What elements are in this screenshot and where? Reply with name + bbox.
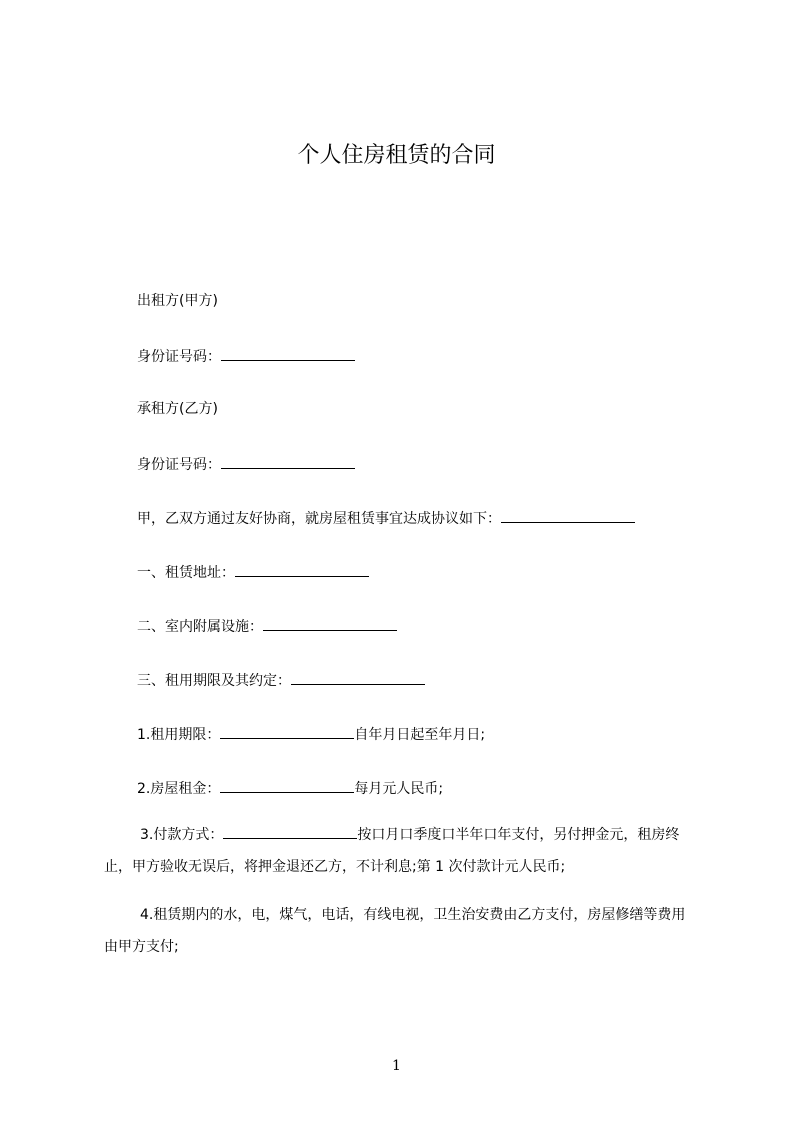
lessee-id-label: 身份证号码： (137, 457, 221, 473)
item-4-text: 4.租赁期内的水，电，煤气，电话，有线电视，卫生治安费由乙方支付，房屋修缮等费用由甲方支付; (104, 907, 686, 955)
item-1-label: 1.租用期限： (137, 727, 221, 743)
lessor-line (137, 291, 218, 311)
rent-blank[interactable] (220, 777, 354, 793)
agreement-intro-blank[interactable] (501, 507, 635, 523)
agreement-intro-text: 甲，乙双方通过友好协商，就房屋租赁事宜达成协议如下： (137, 511, 501, 527)
item-3-label: 3.付款方式： (140, 827, 224, 843)
lessee-line (137, 399, 218, 419)
lessor-id-line (137, 345, 355, 367)
item-4-paragraph (104, 899, 694, 963)
term-agreement-blank[interactable] (291, 669, 425, 685)
item-2-suffix: 每月元人民币; (354, 781, 444, 797)
item-2-label: 2.房屋租金： (137, 781, 221, 797)
item-3-paragraph (104, 819, 694, 883)
facilities-blank[interactable] (263, 615, 397, 631)
lessor-id-blank[interactable] (221, 345, 355, 361)
section-3-line (137, 669, 425, 691)
document-title: 个人住房租赁的合同 (297, 143, 496, 168)
section-2-label: 二、室内附属设施： (137, 619, 263, 635)
agreement-intro-line (137, 507, 635, 529)
item-3-suffix: 按口月口季度口半年口年支付，另付押金元，租房终止，甲方验收无误后，将押金退还乙方，不计利息;第 1 次付款计元人民币; (104, 827, 680, 875)
lessee-label: 承租方(乙方) (137, 401, 218, 417)
section-2-line (137, 615, 397, 637)
payment-method-blank[interactable] (223, 823, 357, 839)
lessee-id-blank[interactable] (221, 453, 355, 469)
item-2-line (137, 777, 443, 799)
lessor-label: 出租方(甲方) (137, 293, 218, 309)
item-1-line (137, 723, 485, 745)
section-1-line (137, 561, 369, 583)
section-1-label: 一、租赁地址： (137, 565, 235, 581)
lessor-id-label: 身份证号码： (137, 349, 221, 365)
item-1-suffix: 自年月日起至年月日; (354, 727, 486, 743)
section-3-label: 三、租用期限及其约定： (137, 673, 291, 689)
rental-term-blank[interactable] (220, 723, 354, 739)
page-number: 1 (392, 1058, 401, 1074)
rental-address-blank[interactable] (235, 561, 369, 577)
lessee-id-line (137, 453, 355, 475)
